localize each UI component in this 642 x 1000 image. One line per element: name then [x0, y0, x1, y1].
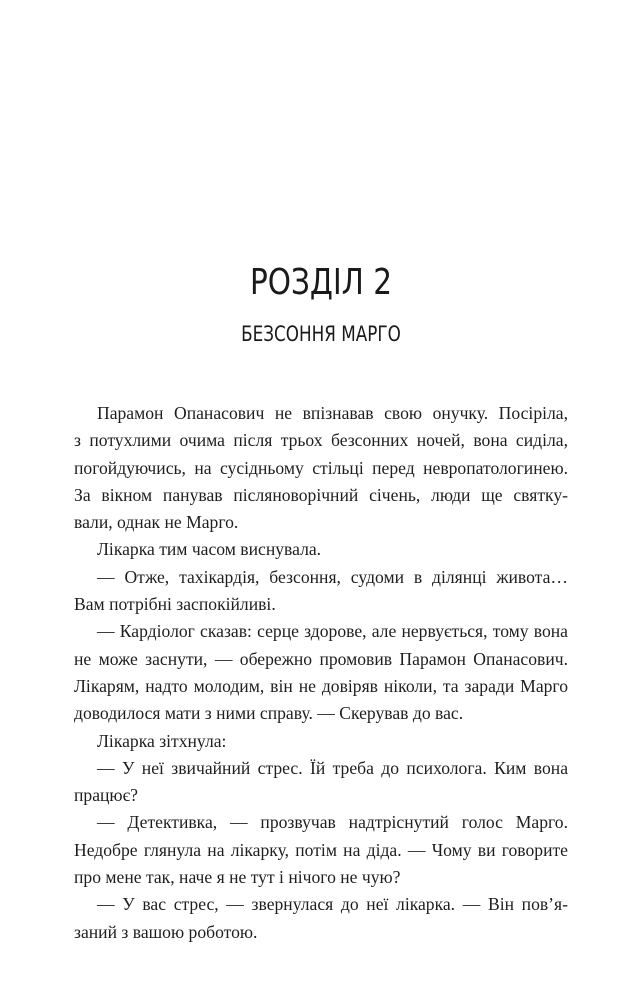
paragraph-line: — У неї звичайний стрес. Їй треба до психолога. Ким вона	[97, 757, 568, 778]
paragraph-line: — У вас стрес, — звернулася до неї лікарка. — Він пов’я-	[97, 894, 568, 915]
paragraph-line: Недобре глянула на лікарку, потім на діда. — Чому ви говорите	[74, 839, 568, 860]
paragraph-line: — Кардіолог сказав: серце здорове, але нервується, тому вона	[97, 621, 568, 642]
paragraph-line: доводилося мати з ними справу. — Скерував до вас.	[74, 703, 464, 724]
chapter-body	[74, 400, 568, 946]
paragraph-line: вали, однак не Марго.	[74, 512, 239, 533]
paragraph-line: Лікарка зітхнула:	[97, 730, 227, 751]
paragraph-line: — Детективка, — прозвучав надтріснутий голос Марго.	[97, 812, 568, 833]
chapter-number: РОЗДІЛ 2	[249, 262, 393, 303]
paragraph-line: з потухлими очима після трьох безсонних ночей, вона сиділа,	[74, 430, 568, 451]
paragraph-line: не може заснути, — обережно промовив Парамон Опанасович.	[74, 648, 568, 669]
chapter-title: БЕЗСОННЯ МАРГО	[241, 322, 401, 346]
paragraph-line: Парамон Опанасович не впізнавав свою онучку. Посіріла,	[97, 403, 568, 423]
paragraph-line: Лікарка тим часом виснувала.	[97, 539, 322, 560]
paragraph-line: За вікном панував післяноворічний січень, люди ще святку-	[74, 484, 568, 505]
paragraph-line: Вам потрібні заспокійливі.	[74, 594, 276, 615]
paragraph-line: — Отже, тахікардія, безсоння, судоми в ділянці живота…	[97, 566, 568, 587]
paragraph-line: заний з вашою роботою.	[74, 921, 258, 942]
paragraph-line: про мене так, наче я не тут і нічого не чую?	[74, 867, 401, 888]
paragraph-line: Лікарям, надто молодим, він не довіряв ніколи, та заради Марго	[74, 675, 568, 696]
paragraph-line: погойдуючись, на сусідньому стільці перед невропатологинею.	[74, 457, 568, 478]
paragraph-line: працює?	[74, 785, 138, 806]
